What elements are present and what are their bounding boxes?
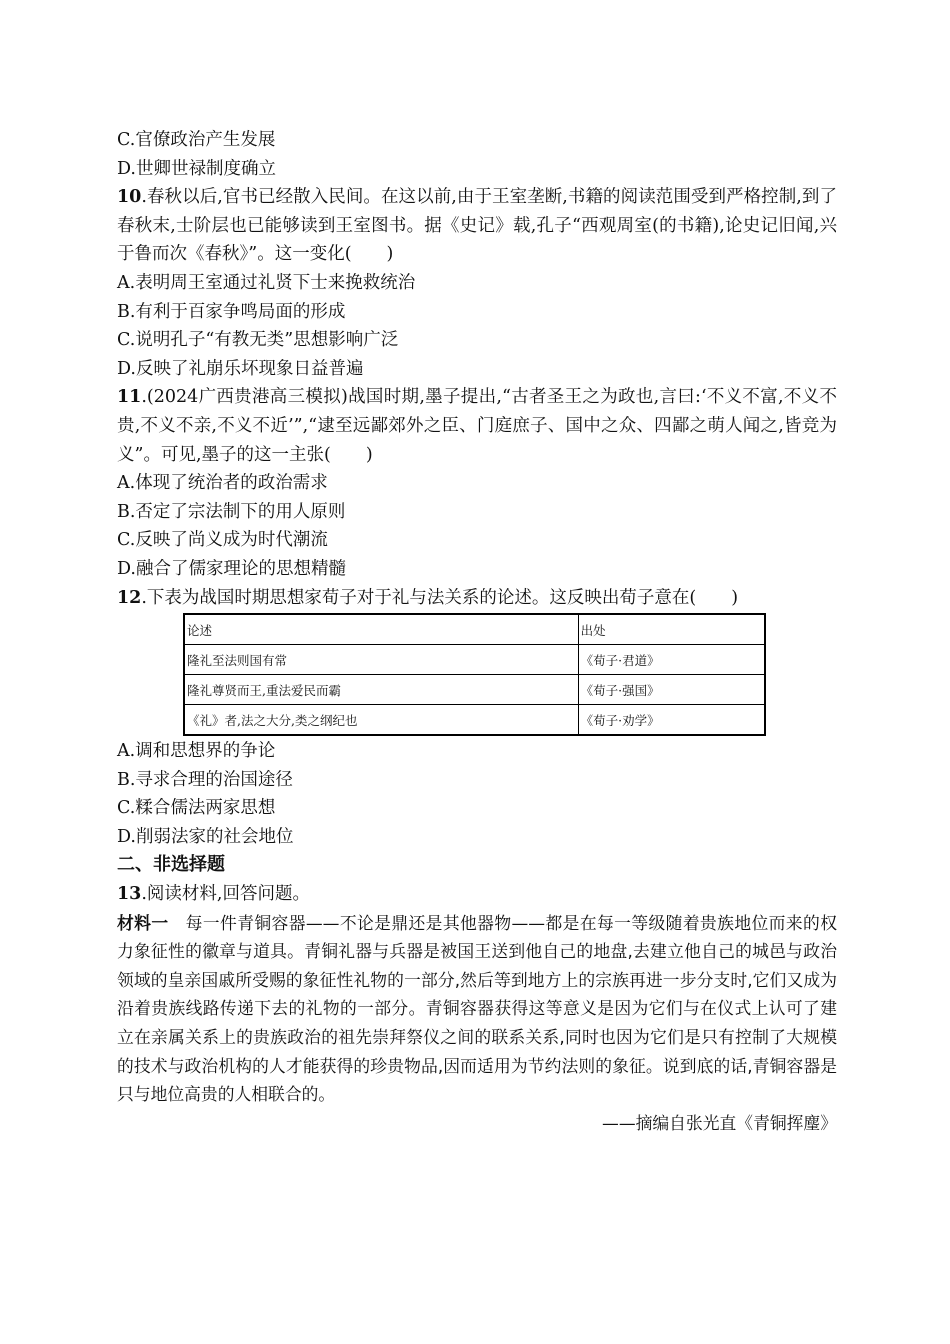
table-cell-statement: 隆礼至法则国有常 [184,645,578,675]
material-source: ——摘编自张光直《青铜挥麈》 [602,1112,837,1133]
q11-stem [117,383,837,469]
material-label: 材料一 [117,912,169,933]
table-cell-source: 《荀子·劝学》 [578,705,765,736]
q12-option-c: C.糅合儒法两家思想 [117,798,276,819]
q12-stem-text: .下表为战国时期思想家荀子对于礼与法关系的论述。这反映出荀子意在( ) [141,587,739,608]
material-one [117,909,837,1109]
q11-option-a: A.体现了统治者的政治需求 [117,473,328,494]
q11-number: 11 [117,387,142,408]
table-row [184,645,765,675]
q10-option-c: C.说明孔子“有教无类”思想影响广泛 [117,330,399,351]
q11-option-b: B.否定了宗法制下的用人原则 [117,501,346,522]
q12-number: 12 [117,587,142,608]
exam-page [117,126,837,1137]
q12-option-b: B.寻求合理的治国途径 [117,769,293,790]
table-row [184,675,765,705]
table-cell-source: 《荀子·强国》 [578,675,765,705]
q11-option-c: C.反映了尚义成为时代潮流 [117,530,328,551]
q9-option-c: C.官僚政治产生发展 [117,130,276,150]
section-heading: 二、非选择题 [117,854,225,876]
q11-option-d: D.融合了儒家理论的思想精髓 [117,558,346,579]
table-cell-statement: 《礼》者,法之大分,类之纲纪也 [184,705,578,736]
q10-stem [117,183,837,269]
q12-option-a: A.调和思想界的争论 [117,741,276,762]
xunzi-table [183,613,766,736]
q12-option-d: D.削弱法家的社会地位 [117,826,294,847]
table-row [184,705,765,736]
table-header-row [184,614,765,645]
q13-number: 13 [117,884,142,905]
table-header-source: 出处 [578,614,765,645]
q10-option-b: B.有利于百家争鸣局面的形成 [117,301,346,322]
table-cell-source: 《荀子·君道》 [578,645,765,675]
q10-option-d: D.反映了礼崩乐坏现象日益普遍 [117,358,364,379]
q13-stem-text: .阅读材料,回答问题。 [141,884,310,905]
q13-stem [117,880,837,909]
table-header-statement: 论述 [184,614,578,645]
q11-stem-text: .(2024广西贵港高三模拟)战国时期,墨子提出,“古者圣王之为政也,言曰:‘不义不富,不义不贵,不义不亲,不义不近’”,“逮至远鄙郊外之臣、门庭庶子、国中之众、四鄙之萌人闻之,皆竞为义”。可见,墨子的这一主张( ) [117,387,837,465]
q10-stem-text: .春秋以后,官书已经散入民间。在这以前,由于王室垄断,书籍的阅读范围受到严格控制,到了春秋末,士阶层也已能够读到王室图书。据《史记》载,孔子“西观周室(的书籍),论史记旧闻,兴于鲁而次《春秋》”。这一变化( ) [117,187,837,265]
q9-option-d: D.世卿世禄制度确立 [117,158,276,179]
q12-stem [117,584,837,613]
material-text: 每一件青铜容器——不论是鼎还是其他器物——都是在每一等级随着贵族地位而来的权力象征性的徽章与道具。青铜礼器与兵器是被国王送到他自己的地盘,去建立他自己的城邑与政治领域的皇亲国戚所受赐的象征性礼物的一部分,然后等到地方上的宗族再进一步分支时,它们又成为沿着贵族线路传递下去的礼物的一部分。青铜容器获得这等意义是因为它们与在仪式上认可了建立在亲属关系上的贵族政治的祖先崇拜祭仪之间的联系关系,同时也因为它们是只有控制了大规模的技术与政治机构的人才能获得的珍贵物品,因而适用为节约法则的象征。说到底的话,青铜容器是只与地位高贵的人相联合的。 [117,912,837,1105]
table-cell-statement: 隆礼尊贤而王,重法爱民而霸 [184,675,578,705]
q10-option-a: A.表明周王室通过礼贤下士来挽救统治 [117,272,416,293]
q10-number: 10 [117,187,142,208]
